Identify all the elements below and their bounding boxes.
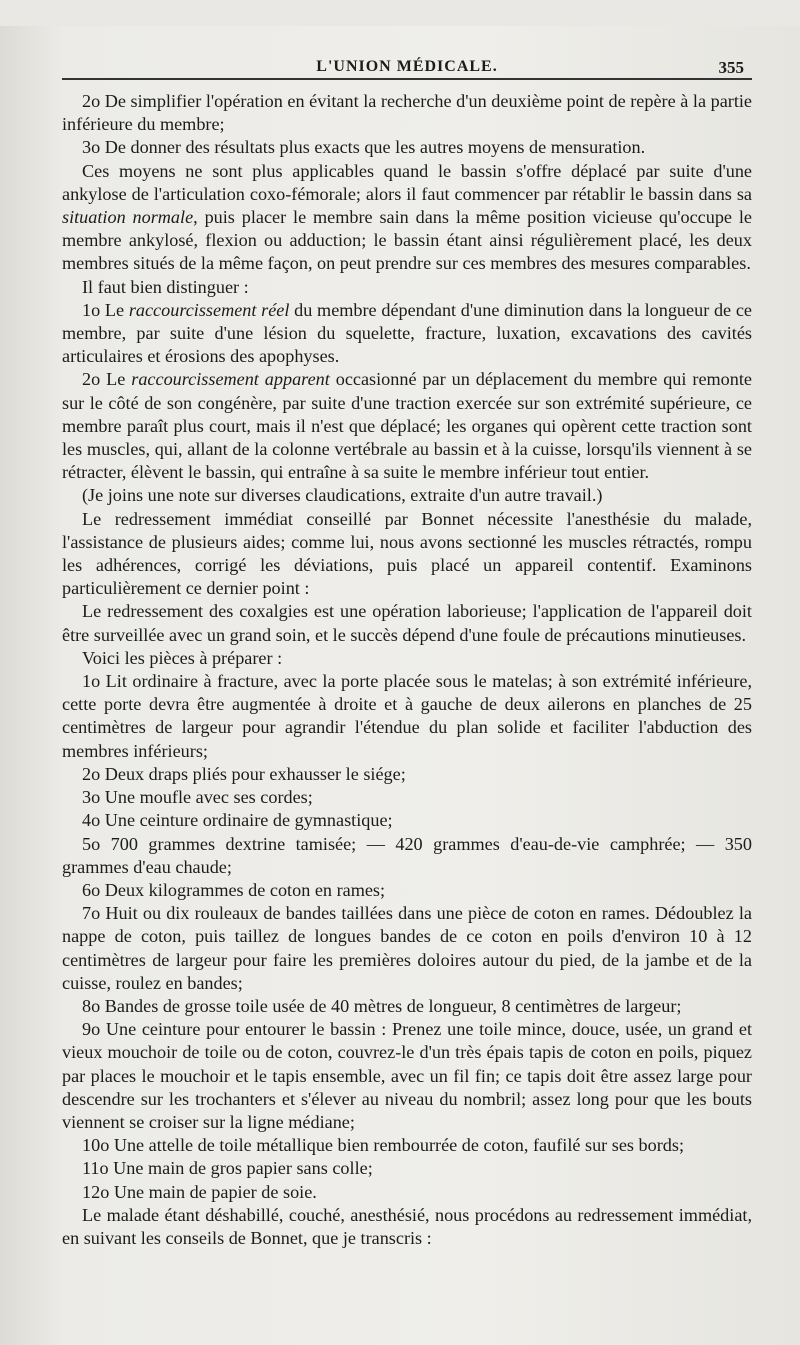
paragraph: Ces moyens ne sont plus applicables quand le bassin s'offre déplacé par suite d'une ankylose de l'articulation coxo-fémorale; alors il faut commencer par rétablir le bassin dans sa situation normale, puis placer le membre sain dans la même position vicieuse qu'occupe le membre ankylosé, flexion ou adduction; le bassin étant ainsi régulièrement placé, les deux membres situés de la même façon, on peut prendre sur ces membres des mesures comparables. xyxy=(62,160,752,274)
body-text xyxy=(62,90,752,1250)
paragraph: 3o De donner des résultats plus exacts que les autres moyens de mensuration. xyxy=(82,137,646,158)
document-page xyxy=(0,26,800,1345)
list-item: 8o Bandes de grosse toile usée de 40 mètres de longueur, 8 centimètres de largeur; xyxy=(82,995,682,1016)
emphasis: raccourcissement réel xyxy=(128,299,290,320)
list-item: 7o Huit ou dix rouleaux de bandes taillées dans une pièce de coton en rames. Dédoublez la nappe de coton, puis taillez de longues bandes de ce coton en poils d'environ 10 à 12 centimètres de largeur pour faire les premières doloires autour du pied, de la jambe et de la cuisse, roulez en bandes; xyxy=(62,903,752,993)
emphasis: raccourcissement apparent xyxy=(131,369,330,390)
paragraph: 2o Le raccourcissement apparent occasionné par un déplacement du membre qui remonte sur le côté de son congénère, par suite d'une traction exercée sur son extrémité supérieure, ce membre paraît plus court, mais il n'est que déplacé; les organes qui opèrent cette traction sont les muscles, qui, allant de la colonne vertébrale au bassin et à la cuisse, lorsqu'ils viennent à se rétracter, élèvent le bassin, qui entraîne à sa suite le membre inférieur tout entier. xyxy=(62,369,752,483)
paragraph: (Je joins une note sur diverses claudications, extraite d'un autre travail.) xyxy=(82,485,603,506)
paragraph: Le redressement des coxalgies est une opération laborieuse; l'application de l'appareil doit être surveillée avec un grand soin, et le succès dépend d'une foule de précautions minutieuses. xyxy=(62,601,752,645)
list-item: 5o 700 grammes dextrine tamisée; — 420 grammes d'eau-de-vie camphrée; — 350 grammes d'eau chaude; xyxy=(62,833,752,877)
list-item: 11o Une main de gros papier sans colle; xyxy=(82,1158,373,1179)
paragraph: 2o De simplifier l'opération en évitant la recherche d'un deuxième point de repère à la partie inférieure du membre; xyxy=(62,91,752,135)
paragraph: Le malade étant déshabillé, couché, anesthésié, nous procédons au redressement immédiat, en suivant les conseils de Bonnet, que je transcris : xyxy=(62,1204,752,1248)
running-title: L'UNION MÉDICALE. xyxy=(316,58,498,75)
emphasis: situation normale xyxy=(62,207,194,228)
page-number: 355 xyxy=(718,58,744,77)
page-header xyxy=(62,26,752,80)
list-item: 6o Deux kilogrammes de coton en rames; xyxy=(82,879,386,900)
paragraph: Voici les pièces à préparer : xyxy=(82,647,283,668)
list-item: 1o Lit ordinaire à fracture, avec la porte placée sous le matelas; à son extrémité inférieure, cette porte devra être augmentée à droite et à gauche de deux ailerons en planches de 25 centimètres de largeur pour agrandir l'étendue du plan solide et faciliter l'abduction des membres inférieurs; xyxy=(62,671,752,761)
list-item: 3o Une moufle avec ses cordes; xyxy=(82,787,313,808)
list-item: 4o Une ceinture ordinaire de gymnastique; xyxy=(82,810,393,831)
paragraph: 1o Le raccourcissement réel du membre dépendant d'une diminution dans la longueur de ce membre, par suite d'une lésion du squelette, fracture, luxation, excavations des cavités articulaires et érosions des apophyses. xyxy=(62,299,752,367)
list-item: 12o Une main de papier de soie. xyxy=(82,1181,317,1202)
list-item: 2o Deux draps pliés pour exhausser le siége; xyxy=(82,763,406,784)
paragraph: Il faut bien distinguer : xyxy=(82,276,249,297)
paragraph: Le redressement immédiat conseillé par Bonnet nécessite l'anesthésie du malade, l'assistance de plusieurs aides; comme lui, nous avons sectionné les muscles rétractés, rompu les adhérences, corrigé les déviations, puis placé un appareil contentif. Examinons particulièrement ce dernier point : xyxy=(62,508,752,599)
list-item: 9o Une ceinture pour entourer le bassin : Prenez une toile mince, douce, usée, un grand et vieux mouchoir de toile ou de coton, couvrez-le d'un très épais tapis de coton en poils, piquez par places le mouchoir et le tapis ensemble, avec un fil fin; ce tapis doit être assez large pour descendre sur les trochanters et s'élever au niveau du nombril; assez long pour que les bouts viennent se croiser sur la ligne médiane; xyxy=(62,1019,752,1132)
list-item: 10o Une attelle de toile métallique bien rembourrée de coton, faufilé sur ses bords; xyxy=(82,1135,685,1156)
